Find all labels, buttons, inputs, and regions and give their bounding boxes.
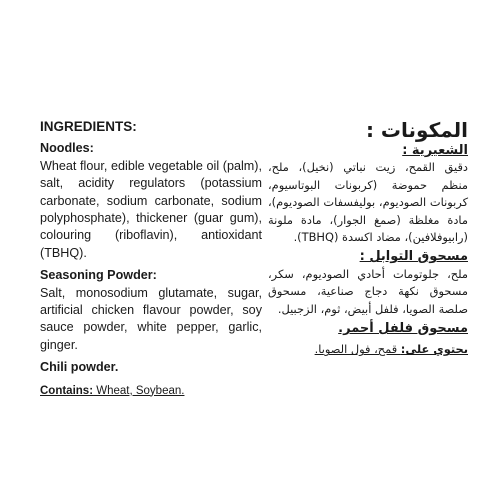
arabic-contains-value: قمح، فول الصويا. — [314, 342, 401, 357]
arabic-title: المكونات : — [365, 118, 468, 142]
english-title: INGREDIENTS: — [40, 119, 137, 134]
arabic-noodles-heading: الشعيرية : — [402, 143, 468, 158]
arabic-seasoning-heading: مسحوق التوابل : — [359, 249, 468, 265]
noodles-heading: Noodles: — [40, 141, 94, 156]
chili-heading: Chili powder. — [40, 360, 119, 375]
arabic-chili-heading: مسحوق فلفل أحمر. — [338, 321, 468, 337]
arabic-contains-label: يحتوي على: — [400, 342, 468, 357]
arabic-allergen-statement — [268, 341, 468, 358]
arabic-noodles-text: دقيق القمح، زيت نباتي (نخيل)، ملح، منظم حموضة (كربونات البوتاسيوم، كربونات الصوديوم، بوليفسفات الصوديوم)، مادة مغلظة (صمغ الجوار)، مادة ملونة (رابيوفلافين)، مضاد اكسدة (TBHQ). — [268, 160, 468, 245]
arabic-seasoning-text: ملح، جلوتومات أحادي الصوديوم، سكر، مسحوق نكهة دجاج صناعية، مسحوق صلصة الصويا، فلفل أبيض، ثوم، الزجبيل. — [268, 266, 468, 316]
seasoning-text: Salt, monosodium glutamate, sugar, artificial chicken flavour powder, soy sauce powder, white pepper, garlic, ginger. — [40, 285, 262, 352]
contains-value: Wheat, Soybean. — [93, 384, 185, 397]
english-ingredients — [40, 118, 262, 400]
contains-label: Contains: — [40, 384, 94, 397]
noodles-text: Wheat flour, edible vegetable oil (palm), salt, acidity regulators (potassium carbonate, sodium carbonate, sodium polyphosphate), thickener (guar gum), colouring (riboflavin), antioxidant (TBHQ). — [40, 158, 262, 260]
arabic-ingredients — [268, 118, 468, 359]
allergen-statement — [40, 383, 262, 400]
seasoning-heading: Seasoning Powder: — [40, 268, 157, 283]
